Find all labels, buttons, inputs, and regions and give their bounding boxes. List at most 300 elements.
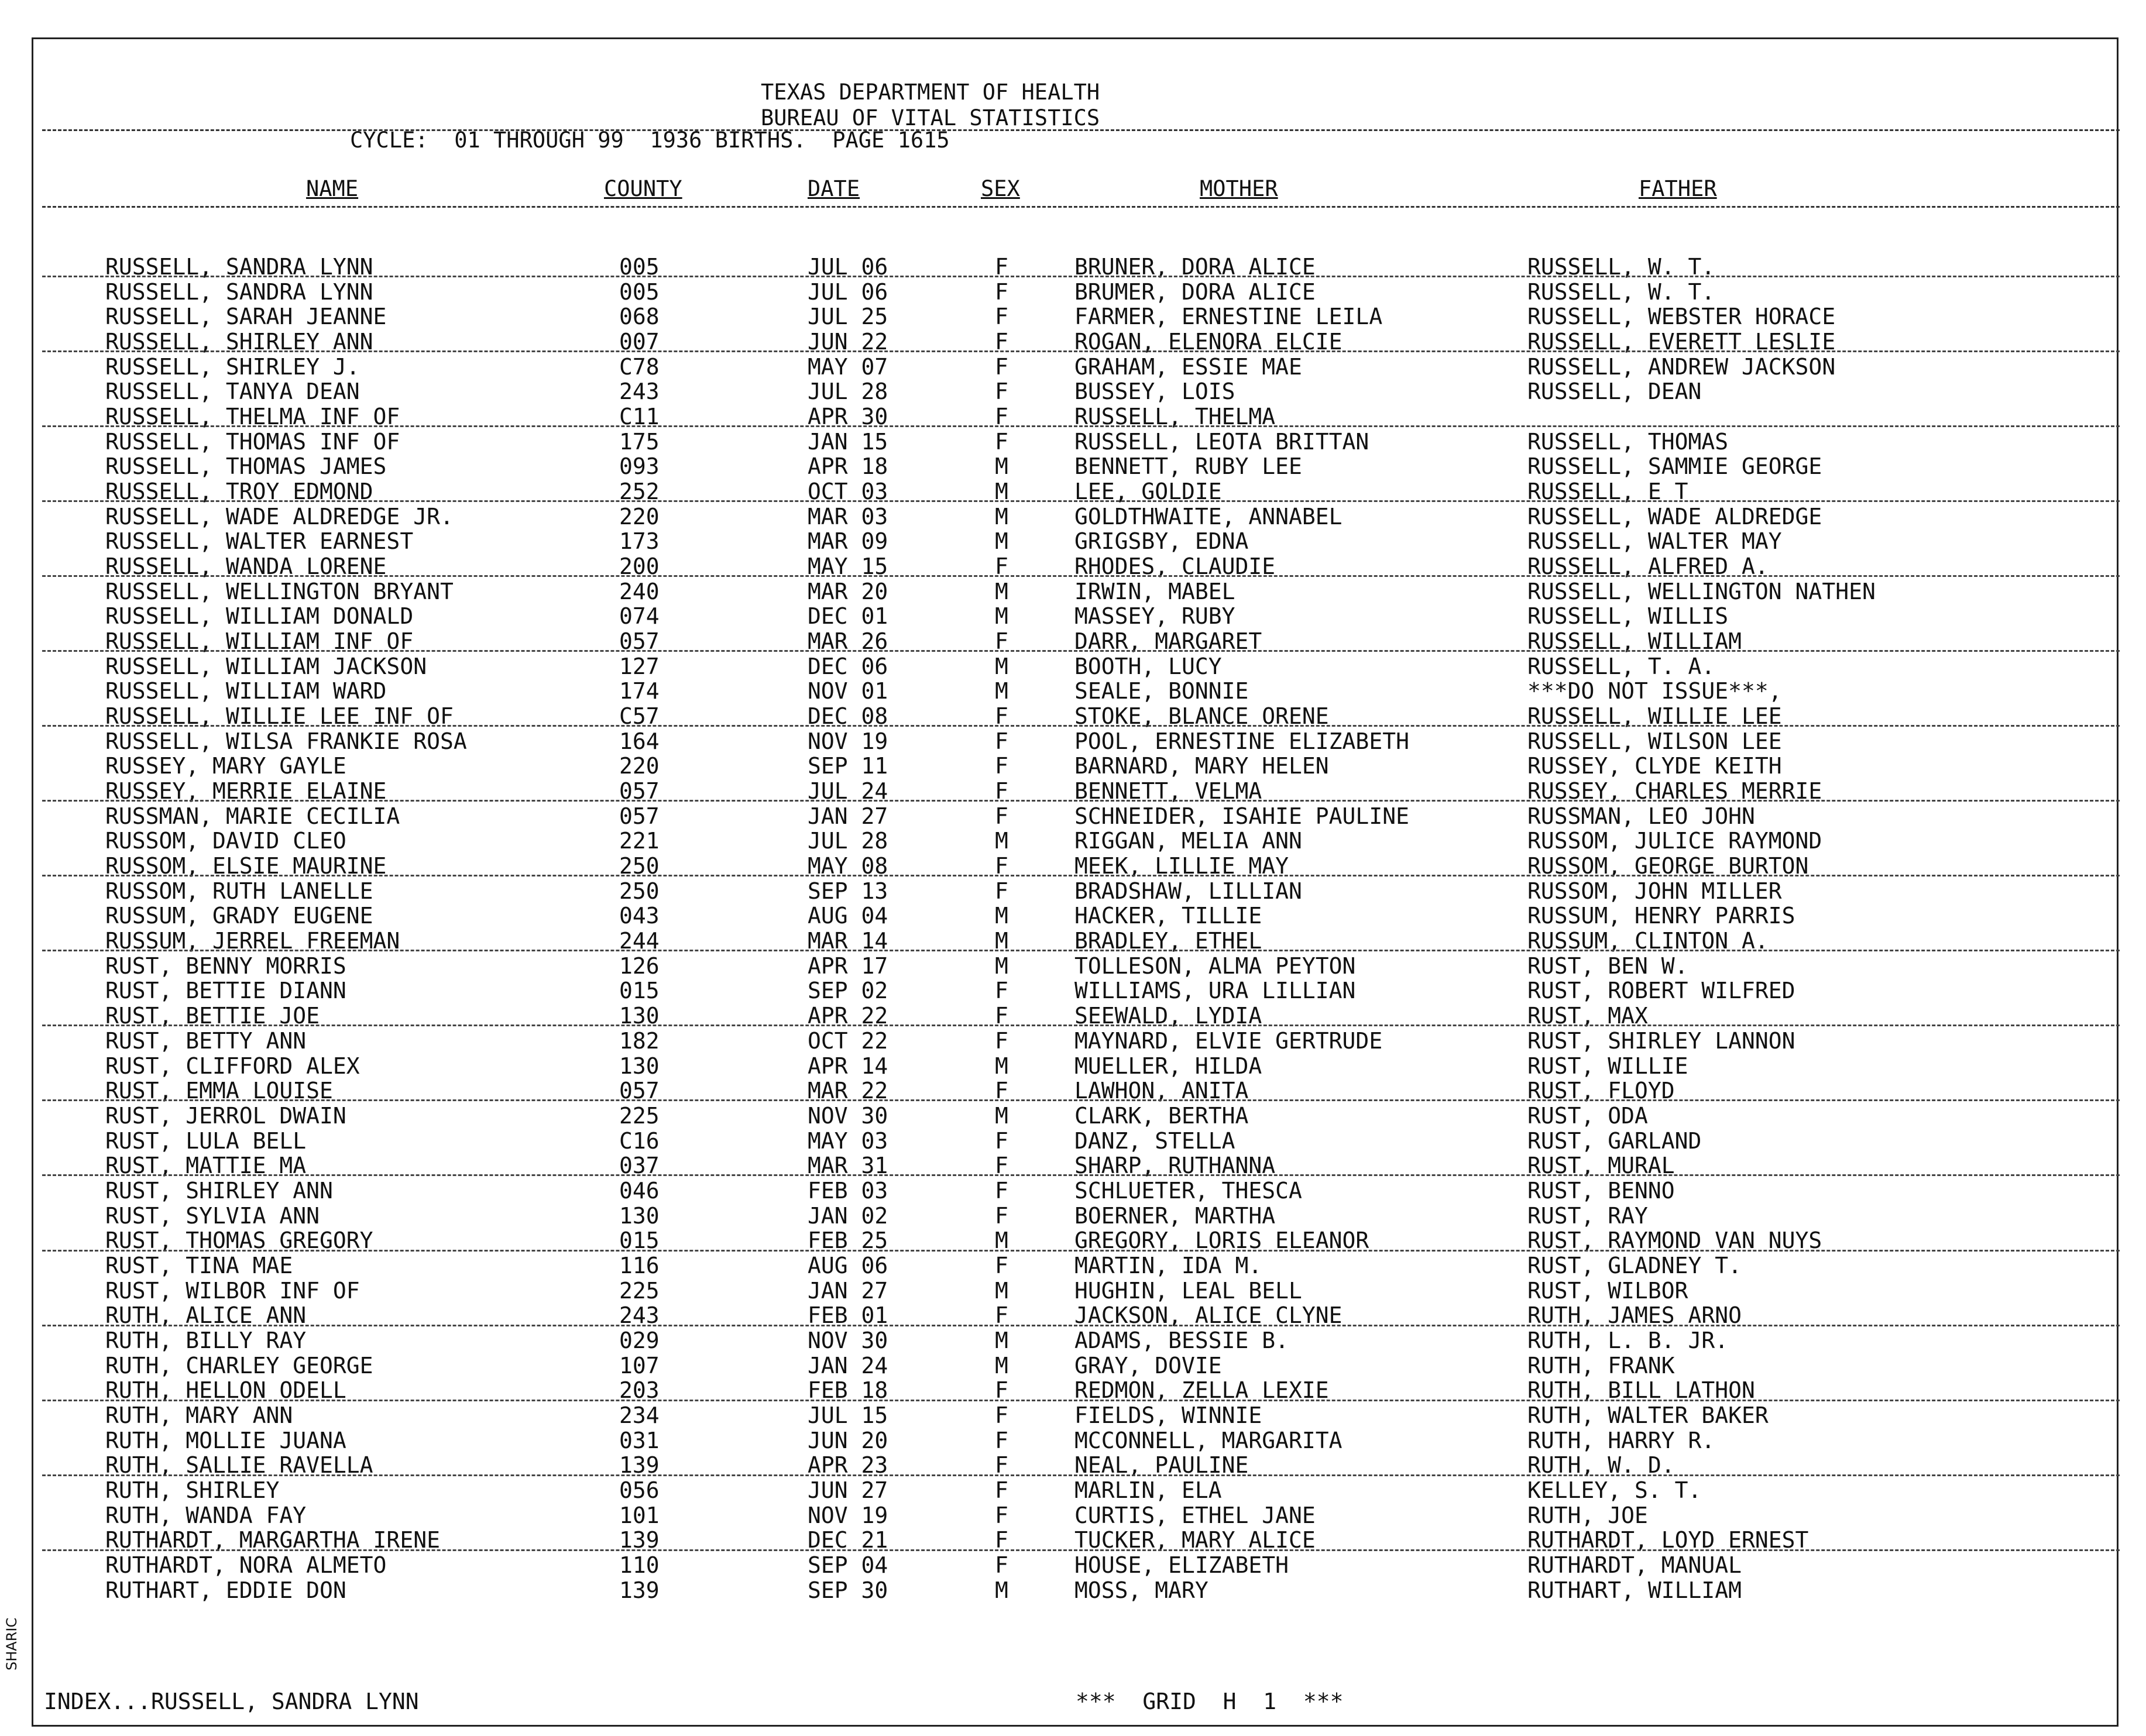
table-row [0, 1503, 2146, 1528]
cell-father: RUSSELL, WADE ALDREDGE [1527, 503, 1822, 530]
cell-mother: MARLIN, ELA [1074, 1477, 1222, 1503]
table-row [0, 679, 2146, 704]
cell-name: RUTHARDT, MARGARTHA IRENE [105, 1527, 440, 1553]
cell-father: RUSSEY, CLYDE KEITH [1527, 753, 1782, 779]
cell-county: 015 [619, 978, 660, 1004]
cell-father: RUTHARDT, LOYD ERNEST [1527, 1527, 1809, 1553]
cell-sex: F [995, 728, 1008, 754]
cell-mother: REDMON, ZELLA LEXIE [1074, 1377, 1329, 1404]
cell-father: RUST, WILLIE [1527, 1053, 1688, 1079]
cell-father: RUSSELL, EVERETT LESLIE [1527, 329, 1836, 355]
cell-name: RUSSOM, ELSIE MAURINE [105, 853, 387, 879]
cell-sex: M [995, 1352, 1008, 1379]
table-row [0, 1129, 2146, 1154]
cell-county: 130 [619, 1202, 660, 1229]
cell-father: RUTHARDT, MANUAL [1527, 1552, 1742, 1578]
cell-mother: JACKSON, ALICE CLYNE [1074, 1302, 1342, 1329]
cell-name: RUST, MATTIE MA [105, 1153, 307, 1179]
cell-name: RUTH, SHIRLEY [105, 1477, 280, 1503]
footer-index: INDEX...RUSSELL, SANDRA LYNN [44, 1689, 419, 1714]
cell-sex: F [995, 1177, 1008, 1204]
cell-county: 221 [619, 828, 660, 854]
cell-mother: GRIGSBY, EDNA [1074, 528, 1249, 555]
cell-mother: HACKER, TILLIE [1074, 903, 1262, 929]
cell-father: RUTHART, WILLIAM [1527, 1577, 1742, 1603]
cell-date: MAY 07 [808, 353, 888, 380]
table-row [0, 1353, 2146, 1379]
cell-mother: WILLIAMS, URA LILLIAN [1074, 978, 1356, 1004]
cell-mother: BENNETT, RUBY LEE [1074, 453, 1302, 480]
cell-mother: RUSSELL, LEOTA BRITTAN [1074, 428, 1369, 455]
cell-county: 015 [619, 1228, 660, 1254]
table-row [0, 1328, 2146, 1353]
cell-father: RUTH, W. D. [1527, 1452, 1675, 1479]
cell-sex: F [995, 1477, 1008, 1503]
cell-father: RUSSMAN, LEO JOHN [1527, 803, 1755, 829]
cell-name: RUSSELL, TANYA DEAN [105, 379, 360, 405]
cell-father: RUTH, WALTER BAKER [1527, 1402, 1769, 1428]
cell-sex: F [995, 1202, 1008, 1229]
cell-county: 046 [619, 1177, 660, 1204]
cell-father: RUSSUM, HENRY PARRIS [1527, 903, 1795, 929]
cell-date: FEB 03 [808, 1177, 888, 1204]
cell-county: 175 [619, 428, 660, 455]
cell-mother: MAYNARD, ELVIE GERTRUDE [1074, 1027, 1383, 1054]
row-separator [42, 500, 2120, 502]
cell-name: RUSSOM, DAVID CLEO [105, 828, 346, 854]
cell-date: JUL 24 [808, 778, 888, 805]
cell-name: RUTH, SALLIE RAVELLA [105, 1452, 373, 1479]
cell-county: 057 [619, 778, 660, 805]
cell-name: RUTHARDT, NORA ALMETO [105, 1552, 387, 1578]
cell-name: RUSSELL, WANDA LORENE [105, 554, 387, 580]
cell-name: RUSSEY, MERRIE ELAINE [105, 778, 387, 805]
cell-county: 174 [619, 678, 660, 704]
cell-sex: M [995, 453, 1008, 480]
cell-sex: M [995, 678, 1008, 704]
cell-mother: IRWIN, MABEL [1074, 578, 1235, 604]
cell-date: JUN 22 [808, 329, 888, 355]
footer-grid: *** GRID H 1 *** [1076, 1689, 1344, 1714]
cell-date: FEB 25 [808, 1228, 888, 1254]
cell-sex: M [995, 1577, 1008, 1603]
cell-date: FEB 18 [808, 1377, 888, 1404]
cell-date: SEP 30 [808, 1577, 888, 1603]
cell-sex: F [995, 1552, 1008, 1578]
cell-father: RUSSOM, JOHN MILLER [1527, 878, 1782, 904]
cell-date: NOV 30 [808, 1102, 888, 1129]
cell-name: RUTHART, EDDIE DON [105, 1577, 346, 1603]
cell-date: AUG 06 [808, 1252, 888, 1278]
cell-name: RUTH, WANDA FAY [105, 1502, 307, 1528]
cell-sex: M [995, 928, 1008, 954]
cell-mother: TOLLESON, ALMA PEYTON [1074, 953, 1356, 979]
cell-name: RUST, CLIFFORD ALEX [105, 1053, 360, 1079]
cell-mother: BOOTH, LUCY [1074, 653, 1222, 679]
cell-county: 203 [619, 1377, 660, 1404]
cell-sex: F [995, 1427, 1008, 1453]
cell-sex: F [995, 853, 1008, 879]
row-separator [42, 875, 2120, 876]
cell-county: 243 [619, 379, 660, 405]
cell-father: RUSSELL, WEBSTER HORACE [1527, 304, 1836, 330]
cell-county: C11 [619, 404, 660, 430]
cell-county: 250 [619, 853, 660, 879]
cell-father: RUST, WILBOR [1527, 1277, 1688, 1304]
cell-father: KELLEY, S. T. [1527, 1477, 1702, 1503]
cell-mother: TUCKER, MARY ALICE [1074, 1527, 1316, 1553]
cell-name: RUST, LULA BELL [105, 1127, 307, 1154]
cell-sex: M [995, 1277, 1008, 1304]
cell-mother: ROGAN, ELENORA ELCIE [1074, 329, 1342, 355]
cell-county: 225 [619, 1102, 660, 1129]
cell-father: RUST, SHIRLEY LANNON [1527, 1027, 1795, 1054]
cell-county: 240 [619, 578, 660, 604]
cell-sex: M [995, 1327, 1008, 1353]
cell-sex: F [995, 304, 1008, 330]
cell-county: 057 [619, 628, 660, 655]
table-row [0, 579, 2146, 604]
row-separator [42, 1025, 2120, 1026]
cell-name: RUSSELL, SANDRA LYNN [105, 279, 373, 305]
cell-sex: F [995, 1252, 1008, 1278]
cell-name: RUSSELL, TROY EDMOND [105, 479, 373, 505]
cell-name: RUSSELL, SHIRLEY J. [105, 353, 360, 380]
cell-sex: F [995, 1302, 1008, 1329]
row-separator [42, 1400, 2120, 1401]
cell-name: RUTH, MOLLIE JUANA [105, 1427, 346, 1453]
cell-date: MAR 09 [808, 528, 888, 555]
cell-mother: HOUSE, ELIZABETH [1074, 1552, 1289, 1578]
cell-mother: SEALE, BONNIE [1074, 678, 1249, 704]
cell-county: 220 [619, 753, 660, 779]
cell-father: RUSSELL, WILLIE LEE [1527, 703, 1782, 730]
table-row [0, 280, 2146, 305]
cell-mother: MOSS, MARY [1074, 1577, 1208, 1603]
table-row [0, 1029, 2146, 1054]
cell-father: RUSSELL, T. A. [1527, 653, 1715, 679]
column-header-county: COUNTY [604, 176, 682, 201]
cell-father: RUSSELL, WILLIAM [1527, 628, 1742, 655]
cell-father: RUSSEY, CHARLES MERRIE [1527, 778, 1822, 805]
row-separator [42, 800, 2120, 802]
row-separator [42, 1099, 2120, 1101]
cell-name: RUTH, ALICE ANN [105, 1302, 307, 1329]
row-separator [42, 575, 2120, 577]
cell-mother: BRADSHAW, LILLIAN [1074, 878, 1302, 904]
table-row [0, 429, 2146, 455]
cell-father: RUTH, FRANK [1527, 1352, 1675, 1379]
cell-date: MAR 31 [808, 1153, 888, 1179]
cell-sex: M [995, 953, 1008, 979]
side-mark: SHARIC [4, 1617, 20, 1670]
cell-father: RUST, MAX [1527, 1003, 1648, 1029]
cell-county: 127 [619, 653, 660, 679]
cell-name: RUSSELL, SHIRLEY ANN [105, 329, 373, 355]
cell-name: RUST, BENNY MORRIS [105, 953, 346, 979]
cell-county: 225 [619, 1277, 660, 1304]
table-row [0, 1578, 2146, 1603]
cell-county: 056 [619, 1477, 660, 1503]
column-header-mother: MOTHER [1200, 176, 1278, 201]
cell-name: RUSSOM, RUTH LANELLE [105, 878, 373, 904]
cell-mother: POOL, ERNESTINE ELIZABETH [1074, 728, 1409, 754]
cell-date: FEB 01 [808, 1302, 888, 1329]
table-row [0, 504, 2146, 530]
table-row [0, 1478, 2146, 1503]
cell-mother: RUSSELL, THELMA [1074, 404, 1276, 430]
cell-name: RUST, THOMAS GREGORY [105, 1228, 373, 1254]
cell-father: RUSSOM, GEORGE BURTON [1527, 853, 1809, 879]
cell-father: RUTH, BILL LATHON [1527, 1377, 1755, 1404]
table-row [0, 1104, 2146, 1129]
cell-name: RUST, EMMA LOUISE [105, 1078, 333, 1104]
cell-sex: F [995, 1377, 1008, 1404]
cell-county: 007 [619, 329, 660, 355]
table-row [0, 654, 2146, 679]
cell-sex: F [995, 1153, 1008, 1179]
cell-father: RUSSUM, CLINTON A. [1527, 928, 1769, 954]
cell-father: RUSSELL, WALTER MAY [1527, 528, 1782, 555]
cell-sex: F [995, 1527, 1008, 1553]
cell-sex: F [995, 1502, 1008, 1528]
cell-date: JUL 15 [808, 1402, 888, 1428]
cell-mother: STOKE, BLANCE ORENE [1074, 703, 1329, 730]
cell-mother: BOERNER, MARTHA [1074, 1202, 1276, 1229]
cell-county: 220 [619, 503, 660, 530]
cell-name: RUSSEY, MARY GAYLE [105, 753, 346, 779]
cell-county: 250 [619, 878, 660, 904]
cell-date: MAY 03 [808, 1127, 888, 1154]
cell-date: DEC 08 [808, 703, 888, 730]
row-separator [42, 350, 2120, 352]
cell-name: RUSSELL, WILSA FRANKIE ROSA [105, 728, 467, 754]
cell-name: RUST, WILBOR INF OF [105, 1277, 360, 1304]
cell-father: RUSSELL, WELLINGTON NATHEN [1527, 578, 1876, 604]
cell-sex: M [995, 903, 1008, 929]
cell-date: APR 14 [808, 1053, 888, 1079]
row-separator [42, 1325, 2120, 1326]
cell-date: JUN 27 [808, 1477, 888, 1503]
cell-name: RUSSELL, WILLIAM INF OF [105, 628, 414, 655]
cell-county: 243 [619, 1302, 660, 1329]
cell-mother: BRADLEY, ETHEL [1074, 928, 1262, 954]
cell-date: SEP 04 [808, 1552, 888, 1578]
cell-father: RUTH, HARRY R. [1527, 1427, 1715, 1453]
row-separator [42, 276, 2120, 277]
cell-sex: M [995, 578, 1008, 604]
cell-sex: F [995, 803, 1008, 829]
cell-sex: F [995, 329, 1008, 355]
cell-mother: LAWHON, ANITA [1074, 1078, 1249, 1104]
cell-sex: M [995, 503, 1008, 530]
cell-sex: F [995, 1003, 1008, 1029]
cell-name: RUSSELL, WILLIAM DONALD [105, 603, 414, 630]
table-row [0, 729, 2146, 754]
cell-sex: M [995, 653, 1008, 679]
cell-mother: SHARP, RUTHANNA [1074, 1153, 1276, 1179]
cell-name: RUST, JERROL DWAIN [105, 1102, 346, 1129]
table-row [0, 304, 2146, 329]
cell-date: MAY 08 [808, 853, 888, 879]
cell-father: RUSSELL, ANDREW JACKSON [1527, 353, 1836, 380]
cell-name: RUST, SYLVIA ANN [105, 1202, 320, 1229]
cell-sex: M [995, 1053, 1008, 1079]
table-row [0, 1204, 2146, 1229]
cell-sex: F [995, 254, 1008, 280]
table-row [0, 804, 2146, 829]
cell-county: 107 [619, 1352, 660, 1379]
row-separator [42, 425, 2120, 427]
cell-name: RUSSELL, WELLINGTON BRYANT [105, 578, 454, 604]
cell-mother: HUGHIN, LEAL BELL [1074, 1277, 1302, 1304]
column-header-sex: SEX [981, 176, 1020, 201]
cell-father: RUST, BENNO [1527, 1177, 1675, 1204]
table-row [0, 1553, 2146, 1578]
row-separator [42, 725, 2120, 727]
table-row [0, 355, 2146, 380]
cell-date: DEC 06 [808, 653, 888, 679]
cell-mother: GRAHAM, ESSIE MAE [1074, 353, 1302, 380]
cell-county: 029 [619, 1327, 660, 1353]
cell-mother: DARR, MARGARET [1074, 628, 1262, 655]
cell-mother: MEEK, LILLIE MAY [1074, 853, 1289, 879]
cell-county: 057 [619, 803, 660, 829]
cell-father: RUSSELL, W. T. [1527, 279, 1715, 305]
row-separator [42, 1474, 2120, 1476]
cell-sex: M [995, 1102, 1008, 1129]
table-row [0, 529, 2146, 554]
cell-name: RUTH, MARY ANN [105, 1402, 293, 1428]
cell-county: 031 [619, 1427, 660, 1453]
cell-sex: F [995, 1127, 1008, 1154]
cell-mother: MARTIN, IDA M. [1074, 1252, 1262, 1278]
cell-name: RUTH, BILLY RAY [105, 1327, 307, 1353]
table-row [0, 454, 2146, 479]
cell-name: RUST, TINA MAE [105, 1252, 293, 1278]
cell-county: 200 [619, 554, 660, 580]
cell-name: RUST, BETTIE JOE [105, 1003, 320, 1029]
cell-name: RUSSELL, THOMAS INF OF [105, 428, 400, 455]
cell-father: RUSSELL, DEAN [1527, 379, 1702, 405]
cell-mother: CLARK, BERTHA [1074, 1102, 1249, 1129]
cell-father: RUSSELL, E T [1527, 479, 1688, 505]
column-header-name: NAME [306, 176, 359, 201]
table-row [0, 1428, 2146, 1453]
cell-father: ***DO NOT ISSUE***, [1527, 678, 1782, 704]
cell-date: NOV 19 [808, 1502, 888, 1528]
cell-county: 116 [619, 1252, 660, 1278]
cell-date: APR 18 [808, 453, 888, 480]
cell-name: RUSSELL, WADE ALDREDGE JR. [105, 503, 454, 530]
cell-mother: BRUNER, DORA ALICE [1074, 254, 1316, 280]
cycle-line: CYCLE: 01 THROUGH 99 1936 BIRTHS. PAGE 1615 [350, 128, 950, 153]
cell-name: RUSSMAN, MARIE CECILIA [105, 803, 400, 829]
cell-mother: SCHNEIDER, ISAHIE PAULINE [1074, 803, 1409, 829]
cell-county: 252 [619, 479, 660, 505]
cell-date: DEC 21 [808, 1527, 888, 1553]
cell-county: 005 [619, 279, 660, 305]
cell-father: RUST, RAY [1527, 1202, 1648, 1229]
cell-date: JAN 02 [808, 1202, 888, 1229]
cell-father: RUSSELL, W. T. [1527, 254, 1715, 280]
column-header-divider [42, 206, 2120, 208]
cell-county: 173 [619, 528, 660, 555]
cell-date: JUN 20 [808, 1427, 888, 1453]
cell-date: APR 30 [808, 404, 888, 430]
cell-county: 043 [619, 903, 660, 929]
cell-mother: MCCONNELL, MARGARITA [1074, 1427, 1342, 1453]
cell-date: JUL 25 [808, 304, 888, 330]
cell-name: RUSSELL, SANDRA LYNN [105, 254, 373, 280]
table-row [0, 1403, 2146, 1428]
cell-county: 244 [619, 928, 660, 954]
cell-sex: M [995, 603, 1008, 630]
cell-mother: GREGORY, LORIS ELEANOR [1074, 1228, 1369, 1254]
cell-county: 074 [619, 603, 660, 630]
cell-county: 110 [619, 1552, 660, 1578]
table-row [0, 954, 2146, 979]
column-header-father: FATHER [1639, 176, 1717, 201]
cell-mother: BARNARD, MARY HELEN [1074, 753, 1329, 779]
row-separator [42, 1250, 2120, 1252]
cell-father: RUTH, JOE [1527, 1502, 1648, 1528]
cell-sex: F [995, 428, 1008, 455]
cell-mother: GRAY, DOVIE [1074, 1352, 1222, 1379]
cell-name: RUSSELL, SARAH JEANNE [105, 304, 387, 330]
cell-father: RUSSOM, JULICE RAYMOND [1527, 828, 1822, 854]
cell-name: RUSSELL, THOMAS JAMES [105, 453, 387, 480]
cell-sex: F [995, 279, 1008, 305]
table-row [0, 604, 2146, 629]
cell-county: 005 [619, 254, 660, 280]
table-row [0, 379, 2146, 404]
cell-father: RUST, ODA [1527, 1102, 1648, 1129]
row-separator [42, 650, 2120, 652]
cell-date: SEP 13 [808, 878, 888, 904]
cell-father: RUSSELL, SAMMIE GEORGE [1527, 453, 1822, 480]
cell-mother: BUSSEY, LOIS [1074, 379, 1235, 405]
cell-father: RUSSELL, ALFRED A. [1527, 554, 1769, 580]
cell-county: 068 [619, 304, 660, 330]
cell-sex: M [995, 828, 1008, 854]
cell-father: RUST, FLOYD [1527, 1078, 1675, 1104]
table-row [0, 1054, 2146, 1079]
cell-mother: FARMER, ERNESTINE LEILA [1074, 304, 1383, 330]
cell-name: RUST, BETTIE DIANN [105, 978, 346, 1004]
row-separator [42, 950, 2120, 951]
cell-county: 130 [619, 1053, 660, 1079]
header-subtitle: BUREAU OF VITAL STATISTICS [761, 105, 1100, 130]
cell-father: RUTH, JAMES ARNO [1527, 1302, 1742, 1329]
cell-name: RUSSELL, WILLIAM JACKSON [105, 653, 427, 679]
cell-date: JAN 24 [808, 1352, 888, 1379]
cell-date: APR 23 [808, 1452, 888, 1479]
cell-name: RUST, SHIRLEY ANN [105, 1177, 333, 1204]
cell-name: RUSSUM, GRADY EUGENE [105, 903, 373, 929]
cell-date: APR 22 [808, 1003, 888, 1029]
cell-father: RUSSELL, WILSON LEE [1527, 728, 1782, 754]
cell-date: MAR 03 [808, 503, 888, 530]
cell-date: MAR 22 [808, 1078, 888, 1104]
cell-county: 037 [619, 1153, 660, 1179]
table-row [0, 1178, 2146, 1204]
cell-county: 139 [619, 1527, 660, 1553]
cell-name: RUSSELL, THELMA INF OF [105, 404, 400, 430]
cell-county: 101 [619, 1502, 660, 1528]
cell-mother: MUELLER, HILDA [1074, 1053, 1262, 1079]
cell-father: RUST, GARLAND [1527, 1127, 1702, 1154]
